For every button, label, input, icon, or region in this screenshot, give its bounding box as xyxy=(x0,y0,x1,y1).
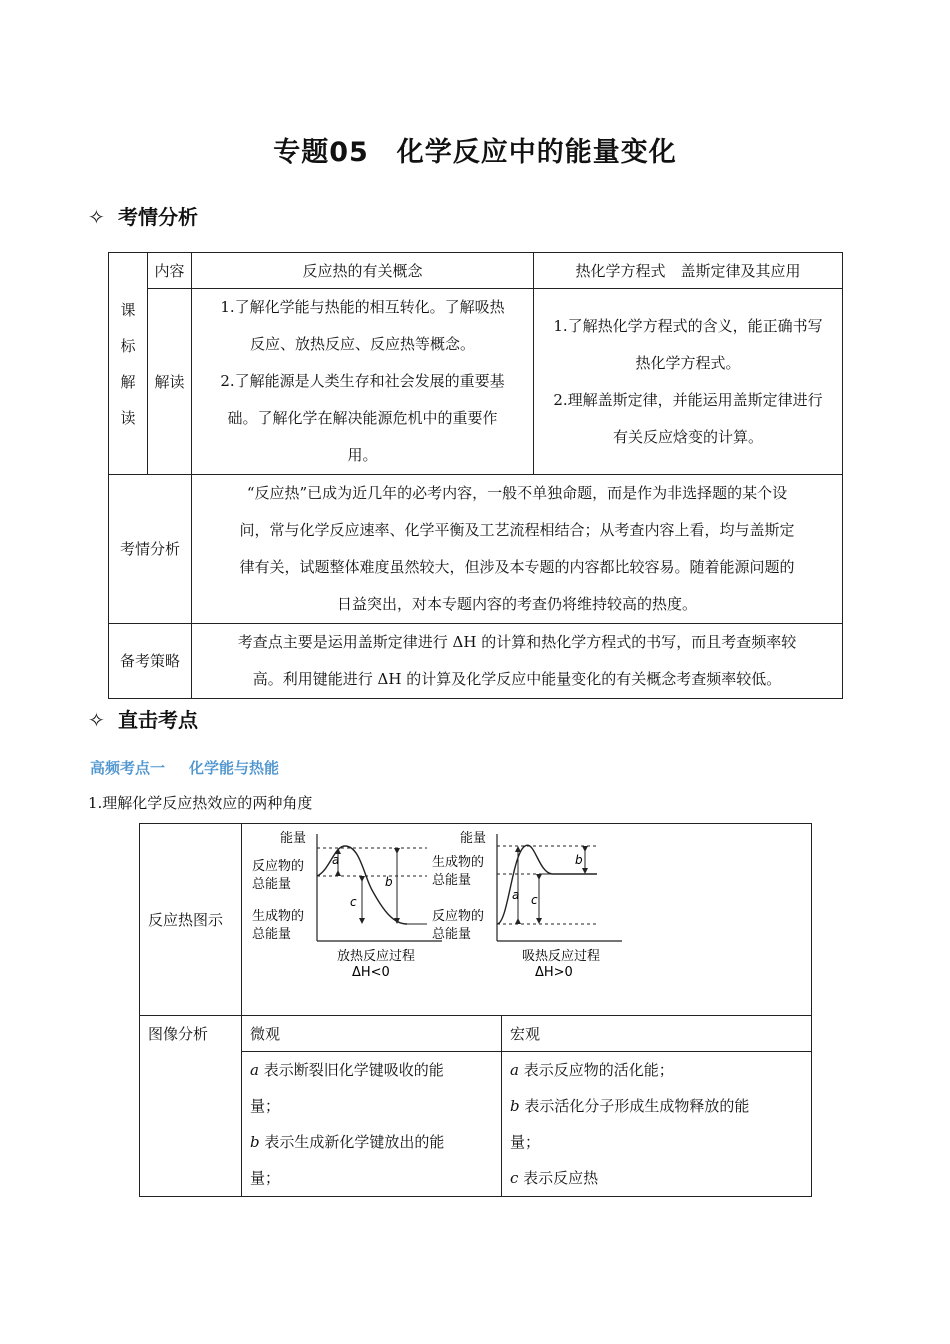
endo-y-axis-label: 能量 xyxy=(460,831,487,846)
section-label: 直击考点 xyxy=(118,708,198,732)
subheading-index: 高频考点一 xyxy=(90,759,166,777)
macro-header: 宏观 xyxy=(502,1016,812,1052)
exo-lower-label-2: 总能量 xyxy=(252,927,292,942)
endo-upper-label-2: 总能量 xyxy=(432,873,472,888)
column-b-interpretation: 1.了解热化学方程式的含义，能正确书写 热化学方程式。 2.理解盖斯定律，并能运用盖斯定律进行 有关反应焓变的计算。 xyxy=(534,289,843,475)
four-pointed-star-icon: ✧ xyxy=(88,708,105,732)
exothermic-diagram xyxy=(252,830,442,980)
exam-analysis-table xyxy=(108,252,843,699)
section-heading-key-points xyxy=(88,704,198,733)
exo-upper-label-2: 总能量 xyxy=(252,877,292,892)
energy-diagram-cell xyxy=(242,824,812,1016)
strategy-label: 备考策略 xyxy=(109,624,192,699)
endo-x-axis-label: 吸热反应过程 xyxy=(522,949,601,964)
column-a-interpretation: 1.了解化学能与热能的相互转化。了解吸热 反应、放热反应、反应热等概念。 2.了解能源是人类生存和社会发展的重要基 础。了解化学在解决能源危机中的重要作 用。 xyxy=(192,289,534,475)
section-label: 考情分析 xyxy=(118,205,198,229)
interpret-label: 解读 xyxy=(148,289,192,475)
endo-mark-a: a xyxy=(512,888,520,902)
subheading-topic: 化学能与热能 xyxy=(189,759,280,777)
exo-lower-label-1: 生成物的 xyxy=(252,909,305,924)
point-text: 1.理解化学反应热效应的两种角度 xyxy=(88,794,313,812)
column-b-header: 热化学方程式 盖斯定律及其应用 xyxy=(534,253,843,289)
exo-mark-b: b xyxy=(385,875,393,889)
exo-x-axis-label: 放热反应过程 xyxy=(337,949,416,964)
column-a-header: 反应热的有关概念 xyxy=(192,253,534,289)
analysis-label: 考情分析 xyxy=(109,475,192,624)
endo-upper-label-1: 生成物的 xyxy=(432,855,485,870)
section-heading-analysis xyxy=(88,201,198,230)
four-pointed-star-icon: ✧ xyxy=(88,205,105,229)
micro-header: 微观 xyxy=(242,1016,502,1052)
energy-diagram xyxy=(242,824,812,1008)
page-title: 专题05 化学反应中的能量变化 xyxy=(273,137,677,168)
exo-y-axis-label: 能量 xyxy=(280,831,307,846)
analysis-text: “反应热”已成为近几年的必考内容，一般不单独命题，而是作为非选择题的某个设 问，常与化学反应速率、化学平衡及工艺流程相结合；从考查内容上看，均与盖斯定 律有关，试题整体难度虽然较大，但涉及本专题的内容都比较容易。随着能源问题的 日益突出，对本专题内容的考查仍将维持较高的热度。 xyxy=(192,475,843,624)
strategy-text: 考查点主要是运用盖斯定律进行 ΔH 的计算和热化学方程式的书写，而且考查频率较 高。利用键能进行 ΔH 的计算及化学反应中能量变化的有关概念考查频率较低。 xyxy=(192,624,843,699)
endo-mark-b: b xyxy=(575,853,583,867)
exo-upper-label-1: 反应物的 xyxy=(252,859,305,874)
exo-mark-a: a xyxy=(332,853,340,867)
macro-analysis: a 表示反应物的活化能； b 表示活化分子形成生成物释放的能 量； c 表示反应热 xyxy=(502,1052,812,1197)
micro-analysis: a 表示断裂旧化学键吸收的能 量； b 表示生成新化学键放出的能 量； xyxy=(242,1052,502,1197)
endo-lower-label-2: 总能量 xyxy=(432,927,472,942)
exo-mark-c: c xyxy=(350,895,357,909)
diagram-label: 反应热图示 xyxy=(140,824,242,1016)
endo-lower-label-1: 反应物的 xyxy=(432,909,485,924)
content-header: 内容 xyxy=(148,253,192,289)
exo-delta-h-label: ΔH<0 xyxy=(352,965,390,980)
endo-mark-c: c xyxy=(531,893,538,907)
curriculum-group-label: 课 标 解 读 xyxy=(109,253,148,475)
subheading xyxy=(90,757,303,778)
heat-effect-table xyxy=(139,823,812,1197)
endo-delta-h-label: ΔH>0 xyxy=(535,965,573,980)
endothermic-diagram xyxy=(432,830,622,980)
image-analysis-label: 图像分析 xyxy=(140,1016,242,1197)
